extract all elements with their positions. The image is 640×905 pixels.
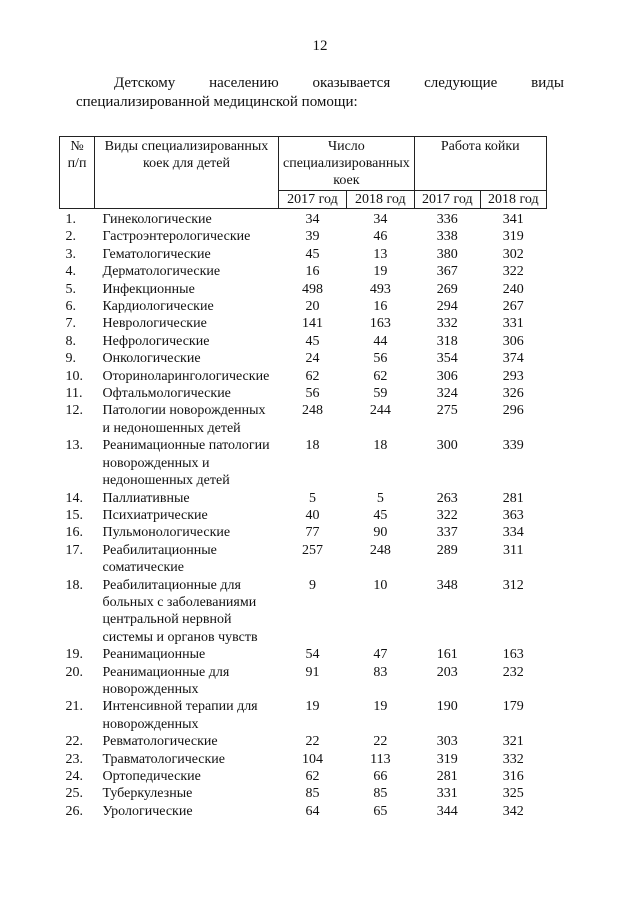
table-row	[60, 490, 547, 507]
bed-count-2017: 85	[305, 786, 320, 802]
header-work-2017: 2017 год	[414, 191, 480, 209]
bed-type-name: Инфекционные	[102, 281, 195, 297]
bed-type-name: Ортопедические	[102, 769, 201, 784]
bed-count-2018: 62	[373, 368, 388, 384]
bed-type-name: Урологические	[102, 803, 193, 819]
header-bed-count: Число специализированных коек	[279, 137, 415, 191]
bed-count-2017: 20	[305, 299, 320, 315]
bed-work-2018: 374	[502, 351, 524, 367]
row-number: 5.	[65, 281, 76, 297]
bed-work-2017: 348	[436, 577, 458, 593]
row-number: 23.	[65, 751, 83, 767]
beds-table	[59, 136, 547, 820]
bed-count-2018: 66	[373, 769, 388, 784]
row-number: 13.	[65, 438, 83, 454]
bed-work-2017: 337	[436, 525, 458, 541]
bed-type-name: Реанимационные для новорожденных	[102, 664, 230, 697]
bed-type-name: Онкологические	[102, 351, 201, 367]
bed-count-2018: 46	[373, 229, 388, 245]
table-row	[60, 646, 547, 663]
table-row	[60, 524, 547, 541]
bed-count-2017: 9	[308, 577, 316, 593]
bed-type-name: Гематологические	[102, 246, 211, 262]
bed-count-2017: 62	[305, 769, 320, 784]
table-row	[60, 228, 547, 245]
row-number: 9.	[65, 351, 76, 367]
bed-type-name: Гинекологические	[102, 212, 212, 227]
bed-work-2017: 324	[436, 386, 458, 402]
bed-count-2018: 85	[373, 786, 388, 802]
intro-word: следующие	[424, 75, 498, 91]
bed-work-2018: 326	[502, 386, 524, 402]
table-row	[60, 350, 547, 367]
header-count-2018: 2018 год	[346, 191, 414, 209]
bed-type-name: Реабилитационные для больных с заболеваниями центральной нервной системы и органов чувств	[102, 577, 258, 645]
bed-work-2018: 232	[502, 664, 524, 680]
bed-count-2017: 64	[305, 803, 320, 819]
table-row	[60, 281, 547, 298]
row-number: 1.	[65, 212, 76, 227]
bed-count-2017: 54	[305, 647, 320, 663]
bed-type-name: Нефрологические	[102, 333, 210, 349]
bed-type-name: Реанимационные патологии новорожденных и недоношенных детей	[102, 438, 270, 489]
bed-count-2018: 65	[373, 803, 388, 819]
bed-count-2017: 45	[305, 246, 320, 262]
bed-count-2017: 248	[301, 403, 323, 419]
bed-work-2018: 319	[502, 229, 524, 245]
bed-work-2018: 293	[502, 368, 524, 384]
bed-count-2017: 91	[305, 664, 320, 680]
intro-paragraph	[76, 74, 564, 112]
bed-type-name: Ревматологические	[102, 734, 218, 750]
bed-count-2017: 56	[305, 386, 320, 402]
bed-count-2017: 34	[305, 212, 320, 227]
header-count-2017: 2017 год	[279, 191, 347, 209]
table-row	[60, 402, 547, 437]
bed-work-2017: 306	[436, 368, 458, 384]
row-number: 2.	[65, 229, 76, 245]
bed-type-name: Пульмонологические	[102, 525, 231, 541]
bed-count-2018: 34	[373, 212, 388, 227]
bed-count-2018: 5	[376, 490, 384, 506]
bed-work-2018: 332	[502, 751, 524, 767]
bed-work-2018: 363	[502, 507, 524, 523]
bed-count-2018: 59	[373, 386, 388, 402]
bed-work-2017: 190	[436, 699, 458, 715]
bed-work-2018: 306	[502, 333, 524, 349]
bed-count-2018: 19	[373, 264, 388, 280]
row-number: 20.	[65, 664, 83, 680]
table-row	[60, 698, 547, 733]
intro-line-2: специализированной медицинской помощи:	[76, 94, 358, 110]
bed-work-2018: 331	[502, 316, 524, 332]
bed-work-2017: 161	[436, 647, 458, 663]
table-row	[60, 368, 547, 385]
bed-type-name: Реабилитационные соматические	[102, 542, 217, 576]
table-row	[60, 385, 547, 402]
row-number: 19.	[65, 647, 83, 663]
bed-count-2018: 248	[369, 542, 391, 558]
intro-word: оказывается	[312, 75, 391, 91]
bed-count-2017: 39	[305, 229, 320, 245]
header-bed-type: Виды специализированных коек для детей	[95, 137, 279, 209]
table-row	[60, 298, 547, 315]
row-number: 22.	[65, 734, 83, 750]
bed-count-2017: 498	[301, 281, 323, 297]
table-row	[60, 246, 547, 263]
bed-work-2017: 319	[436, 751, 458, 767]
bed-work-2018: 240	[502, 281, 524, 297]
row-number: 11.	[65, 386, 83, 402]
bed-type-name: Туберкулезные	[102, 786, 193, 802]
bed-count-2018: 47	[373, 647, 388, 663]
row-number: 4.	[65, 264, 76, 280]
row-number: 26.	[65, 803, 83, 819]
bed-work-2017: 303	[436, 734, 458, 750]
table-row	[60, 315, 547, 332]
bed-type-name: Гастроэнтерологические	[102, 229, 251, 245]
bed-work-2017: 269	[436, 281, 458, 297]
bed-work-2017: 367	[436, 264, 458, 280]
row-number: 3.	[65, 246, 76, 262]
bed-count-2018: 163	[369, 316, 391, 332]
row-number: 16.	[65, 525, 83, 541]
table-row	[60, 507, 547, 524]
bed-count-2018: 13	[373, 246, 388, 262]
bed-count-2017: 24	[305, 351, 320, 367]
bed-count-2017: 62	[305, 368, 320, 384]
row-number: 10.	[65, 368, 83, 384]
bed-count-2017: 141	[301, 316, 323, 332]
bed-count-2018: 56	[373, 351, 388, 367]
table-row	[60, 785, 547, 802]
intro-line-1	[76, 74, 564, 93]
bed-count-2017: 16	[305, 264, 320, 280]
bed-work-2018: 267	[502, 299, 524, 315]
table-row	[60, 542, 547, 577]
header-bed-work: Работа койки	[414, 137, 546, 191]
bed-type-name: Кардиологические	[102, 299, 214, 315]
bed-count-2018: 18	[373, 438, 388, 454]
bed-work-2017: 332	[436, 316, 458, 332]
bed-count-2018: 44	[373, 333, 388, 349]
bed-work-2018: 325	[502, 786, 524, 802]
intro-word: Детскому	[114, 75, 176, 91]
bed-type-name: Интенсивной терапии для новорожденных	[102, 699, 258, 732]
bed-type-name: Реанимационные	[102, 647, 206, 663]
bed-count-2017: 40	[305, 507, 320, 523]
row-number: 7.	[65, 316, 76, 332]
bed-count-2017: 77	[305, 525, 320, 541]
row-number: 18.	[65, 577, 83, 593]
bed-count-2018: 16	[373, 299, 388, 315]
bed-work-2017: 331	[436, 786, 458, 802]
bed-work-2017: 380	[436, 246, 458, 262]
bed-work-2017: 300	[436, 438, 458, 454]
bed-count-2017: 5	[308, 490, 316, 506]
row-number: 6.	[65, 299, 76, 315]
bed-count-2017: 19	[305, 699, 320, 715]
bed-work-2017: 336	[436, 212, 458, 227]
bed-count-2018: 10	[373, 577, 388, 593]
bed-work-2018: 179	[502, 699, 524, 715]
row-number: 21.	[65, 699, 83, 715]
intro-word: населению	[209, 75, 279, 91]
bed-type-name: Оториноларингологические	[102, 368, 270, 384]
bed-type-name: Патологии новорожденных и недоношенных детей	[102, 403, 266, 436]
bed-work-2018: 316	[502, 769, 524, 784]
bed-work-2017: 338	[436, 229, 458, 245]
row-number: 15.	[65, 507, 83, 523]
bed-count-2017: 104	[301, 751, 323, 767]
table-row	[60, 751, 547, 768]
intro-word: виды	[531, 75, 564, 91]
bed-count-2018: 244	[369, 403, 391, 419]
bed-work-2018: 163	[502, 647, 524, 663]
bed-work-2017: 344	[436, 803, 458, 819]
bed-count-2018: 83	[373, 664, 388, 680]
bed-type-name: Неврологические	[102, 316, 207, 332]
bed-work-2018: 312	[502, 577, 524, 593]
header-num: № п/п	[60, 137, 95, 209]
table-row	[60, 733, 547, 750]
bed-count-2017: 22	[305, 734, 320, 750]
bed-work-2018: 302	[502, 246, 524, 262]
bed-work-2017: 318	[436, 333, 458, 349]
table-row	[60, 437, 547, 489]
bed-count-2018: 45	[373, 507, 388, 523]
bed-work-2017: 263	[436, 490, 458, 506]
bed-work-2017: 289	[436, 542, 458, 558]
table-row	[60, 209, 547, 229]
bed-count-2018: 90	[373, 525, 388, 541]
row-number: 8.	[65, 333, 76, 349]
table-body	[60, 209, 547, 821]
row-number: 12.	[65, 403, 83, 419]
bed-work-2017: 275	[436, 403, 458, 419]
table-row	[60, 803, 547, 820]
bed-count-2017: 45	[305, 333, 320, 349]
bed-count-2017: 257	[301, 542, 323, 558]
bed-type-name: Травматологические	[102, 751, 226, 767]
table-row	[60, 333, 547, 350]
row-number: 25.	[65, 786, 83, 802]
table-row	[60, 768, 547, 785]
bed-work-2018: 334	[502, 525, 524, 541]
bed-count-2018: 22	[373, 734, 388, 750]
row-number: 24.	[65, 769, 83, 784]
bed-type-name: Психиатрические	[102, 507, 208, 523]
bed-count-2017: 18	[305, 438, 320, 454]
bed-work-2017: 354	[436, 351, 458, 367]
bed-work-2018: 342	[502, 803, 524, 819]
bed-count-2018: 113	[370, 751, 391, 767]
bed-type-name: Дерматологические	[102, 264, 221, 280]
bed-count-2018: 19	[373, 699, 388, 715]
row-number: 17.	[65, 542, 83, 558]
bed-type-name: Паллиативные	[102, 490, 190, 506]
bed-work-2017: 322	[436, 507, 458, 523]
bed-work-2018: 281	[502, 490, 524, 506]
bed-count-2018: 493	[369, 281, 391, 297]
table-row	[60, 664, 547, 699]
bed-work-2017: 294	[436, 299, 458, 315]
bed-work-2018: 311	[503, 542, 524, 558]
bed-type-name: Офтальмологические	[102, 386, 231, 402]
page-number: 12	[312, 38, 328, 54]
bed-work-2018: 322	[502, 264, 524, 280]
row-number: 14.	[65, 490, 83, 506]
table-row	[60, 577, 547, 647]
table-row	[60, 263, 547, 280]
bed-work-2017: 281	[436, 769, 458, 784]
bed-work-2018: 339	[502, 438, 524, 454]
bed-work-2018: 296	[502, 403, 524, 419]
bed-work-2018: 341	[502, 212, 524, 227]
bed-work-2017: 203	[436, 664, 458, 680]
bed-work-2018: 321	[502, 734, 524, 750]
header-work-2018: 2018 год	[480, 191, 546, 209]
